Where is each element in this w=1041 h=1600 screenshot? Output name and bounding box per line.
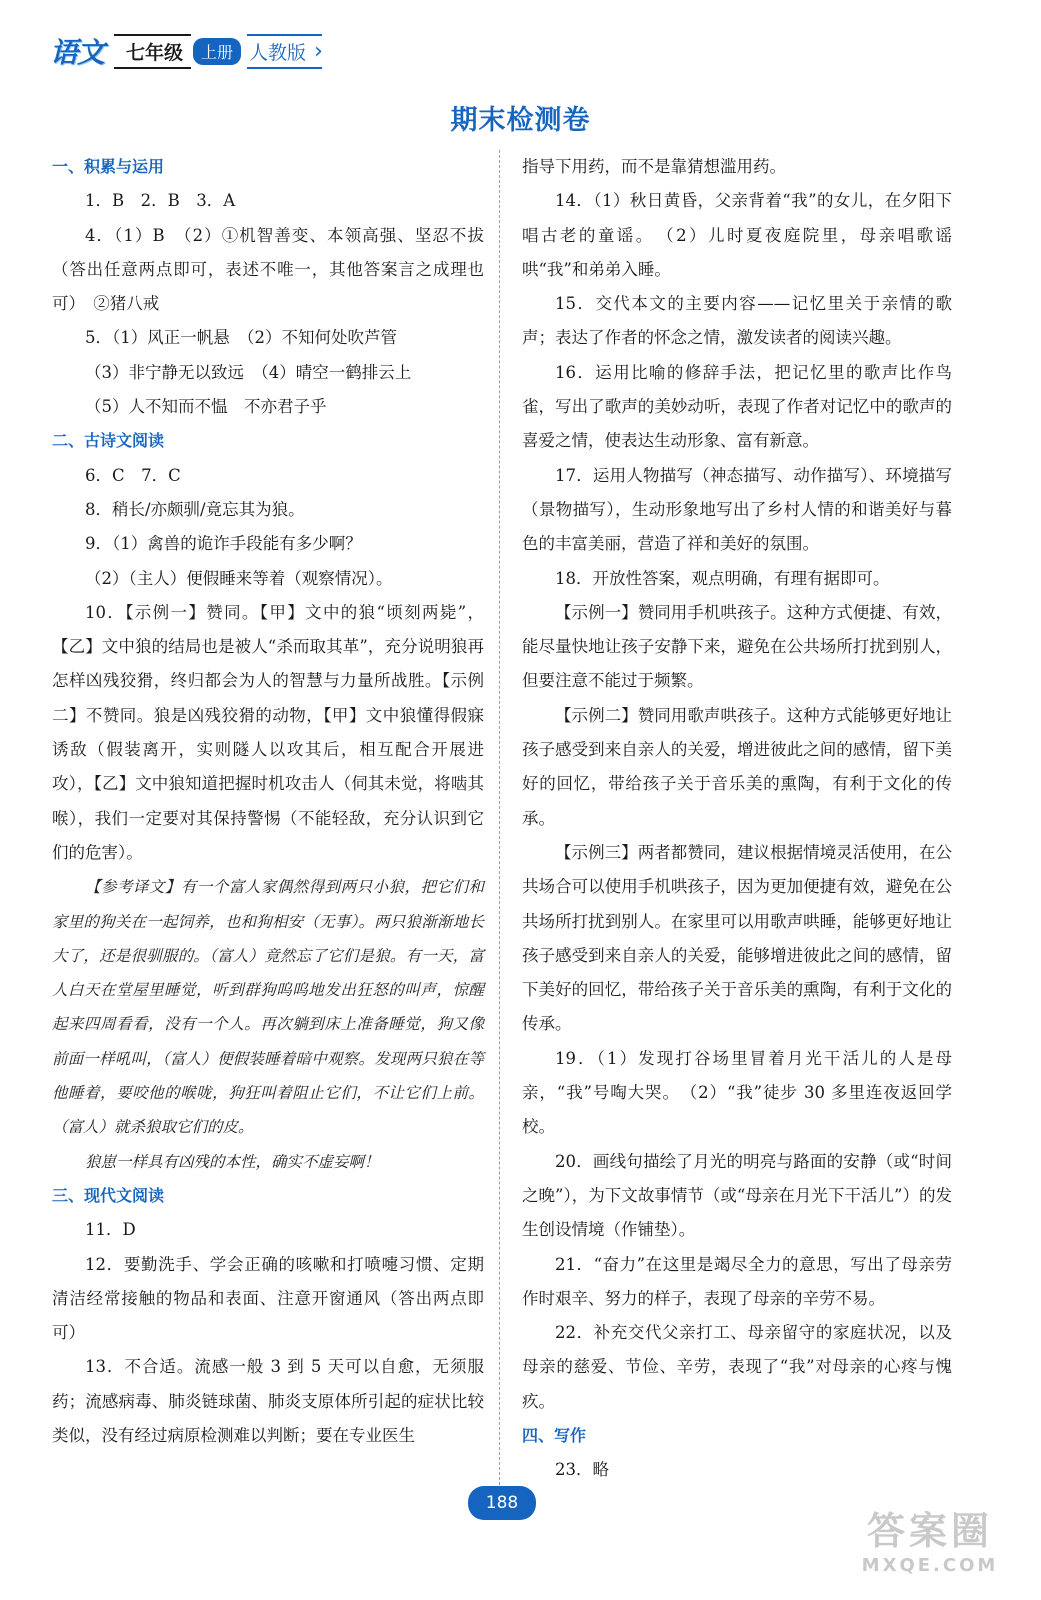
translation-paragraph: 狼崽一样具有凶残的本性，确实不虚妄啊！ bbox=[85, 1152, 380, 1171]
volume-badge: 上册 bbox=[193, 38, 241, 65]
answer-paragraph: 【示例一】赞同用手机哄孩子。这种方式便捷、有效，能尽量快地让孩子安静下来，避免在公共场所打扰到别人，但要注意不能过于频繁。 bbox=[522, 602, 952, 691]
page-title: 期末检测卷 bbox=[450, 105, 591, 136]
answer-paragraph: （3）非宁静无以致远 （4）晴空一鹤排云上 bbox=[85, 362, 412, 382]
answer-paragraph: 11．D bbox=[85, 1220, 136, 1240]
edition-label: 人教版 bbox=[247, 34, 322, 69]
watermark bbox=[845, 1500, 1015, 1576]
answer-paragraph: 指导下用药，而不是靠猜想滥用药。 bbox=[522, 157, 786, 176]
answer-paragraph: 23．略 bbox=[555, 1460, 609, 1480]
translation-paragraph: 【参考译文】有一个富人家偶然得到两只小狼，把它们和家里的狗关在一起饲养，也和狗相安（无事）。两只狼渐渐地长大了，还是很驯服的。（富人）竟然忘了它们是狼。有一天，富人白天在堂屋里睡觉，听到群狗呜呜地发出狂怒的叫声，惊醒起来四周看看，没有一个人。再次躺到床上准备睡觉，狗又像前面一样吼叫，（富人）便假装睡着暗中观察。发现两只狼在等他睡着，要咬他的喉咙，狗狂叫着阻止它们，不让它们上前。（富人）就杀狼取它们的皮。 bbox=[52, 878, 484, 1137]
answer-paragraph: 6．C 7．C bbox=[85, 465, 181, 485]
column-divider bbox=[499, 150, 500, 1485]
section-heading: 一、积累与运用 bbox=[52, 157, 165, 176]
page-number: 188 bbox=[468, 1486, 536, 1520]
chevron-right-icon: › bbox=[314, 38, 323, 64]
answer-paragraph: 20．画线句描绘了月光的明亮与路面的安静（或“时间之晚”），为下文故事情节（或“母亲在月光下干活儿”）的发生创设情境（作铺垫）。 bbox=[522, 1151, 952, 1240]
answer-paragraph: 9．（1）禽兽的诡诈手段能有多少啊？ bbox=[85, 534, 362, 554]
answer-paragraph: 10．【示例一】赞同。【甲】文中的狼“顷刻两毙”，【乙】文中狼的结局也是被人“杀而取其革”，充分说明狼再怎样凶残狡猾，终归都会为人的智慧与力量所战胜。【示例二】不赞同。狼是凶残狡猾的动物，【甲】文中狼懂得假寐诱敌（假装离开，实则隧人以攻其后，相互配合开展进攻），【乙】文中狼知道把握时机攻击人（伺其未觉，将啮其喉），我们一定要对其保持警惕（不能轻敌，充分认识到它们的危害）。 bbox=[52, 602, 484, 862]
answer-paragraph: 19．（1）发现打谷场里冒着月光干活儿的人是母亲，“我”号啕大哭。 （2）“我”徒步 30 多里连夜返回学校。 bbox=[522, 1048, 952, 1137]
answer-paragraph: 【示例二】赞同用歌声哄孩子。这种方式能够更好地让孩子感受到来自亲人的关爱，增进彼此之间的感情，留下美好的回忆，带给孩子关于音乐美的熏陶，有利于文化的传承。 bbox=[522, 705, 952, 828]
book-header bbox=[50, 34, 323, 68]
answer-paragraph: 13．不合适。流感一般 3 到 5 天可以自愈，无须服药；流感病毒、肺炎链球菌、肺炎支原体所引起的症状比较类似，没有经过病原检测难以判断；要在专业医生 bbox=[52, 1357, 484, 1445]
answer-paragraph: 14．（1）秋日黄昏，父亲背着“我”的女儿，在夕阳下唱古老的童谣。 （2）儿时夏夜庭院里，母亲唱歌谣哄“我”和弟弟入睡。 bbox=[522, 191, 952, 279]
right-column bbox=[522, 150, 952, 1488]
grade-label: 七年级 bbox=[114, 34, 191, 69]
answer-paragraph: 4．（1）B （2）①机智善变、本领高强、坚忍不拔（答出任意两点即可，表述不唯一，其他答案言之成理也可） ②猪八戒 bbox=[52, 225, 484, 314]
answer-paragraph: 5．（1）风正一帆悬 （2）不知何处吹芦管 bbox=[85, 328, 397, 348]
watermark-logo: 答案圈 bbox=[866, 1509, 993, 1553]
answer-paragraph: 8．稍长/亦颇驯/竟忘其为狼。 bbox=[85, 499, 305, 519]
answer-paragraph: 15．交代本文的主要内容——记忆里关于亲情的歌声；表达了作者的怀念之情，激发读者的阅读兴趣。 bbox=[522, 294, 952, 348]
watermark-url: MXQE.COM bbox=[861, 1555, 999, 1576]
answer-paragraph: 18．开放性答案，观点明确，有理有据即可。 bbox=[555, 568, 890, 588]
subject-logo: 语文 bbox=[50, 36, 105, 69]
section-heading: 三、现代文阅读 bbox=[52, 1185, 165, 1205]
answer-paragraph: （2）（主人）便假睡来等着（观察情况）。 bbox=[85, 568, 393, 588]
answer-paragraph: 22．补充交代父亲打工、母亲留守的家庭状况，以及母亲的慈爱、节俭、辛劳，表现了“我”对母亲的心疼与愧疚。 bbox=[522, 1323, 952, 1411]
answer-paragraph: 12．要勤洗手、学会正确的咳嗽和打喷嚏习惯、定期清洁经常接触的物品和表面、注意开窗通风（答出两点即可） bbox=[52, 1254, 484, 1343]
section-heading: 四、写作 bbox=[522, 1425, 587, 1445]
answer-paragraph: 21．“奋力”在这里是竭尽全力的意思，写出了母亲劳作时艰辛、努力的样子，表现了母亲的辛劳不易。 bbox=[522, 1254, 952, 1308]
left-column bbox=[52, 150, 484, 1453]
answer-paragraph: 1．B 2．B 3．A bbox=[85, 191, 236, 211]
answer-paragraph: 16．运用比喻的修辞手法，把记忆里的歌声比作鸟雀，写出了歌声的美妙动听，表现了作者对记忆中的歌声的喜爱之情，使表达生动形象、富有新意。 bbox=[522, 362, 952, 451]
section-heading: 二、古诗文阅读 bbox=[52, 431, 165, 451]
answer-paragraph: 【示例三】两者都赞同，建议根据情境灵活使用，在公共场合可以使用手机哄孩子，因为更加便捷有效，避免在公共场所打扰到别人。在家里可以用歌声哄睡，能够更好地让孩子感受到来自亲人的关爱，能够增进彼此之间的感情，留下美好的回忆，带给孩子关于音乐美的熏陶，有利于文化的传承。 bbox=[522, 842, 952, 1034]
answer-paragraph: 17．运用人物描写（神态描写、动作描写）、环境描写（景物描写），生动形象地写出了乡村人情的和谐美好与暮色的丰富美丽，营造了祥和美好的氛围。 bbox=[522, 465, 952, 554]
answer-paragraph: （5）人不知而不愠 不亦君子乎 bbox=[85, 397, 327, 417]
